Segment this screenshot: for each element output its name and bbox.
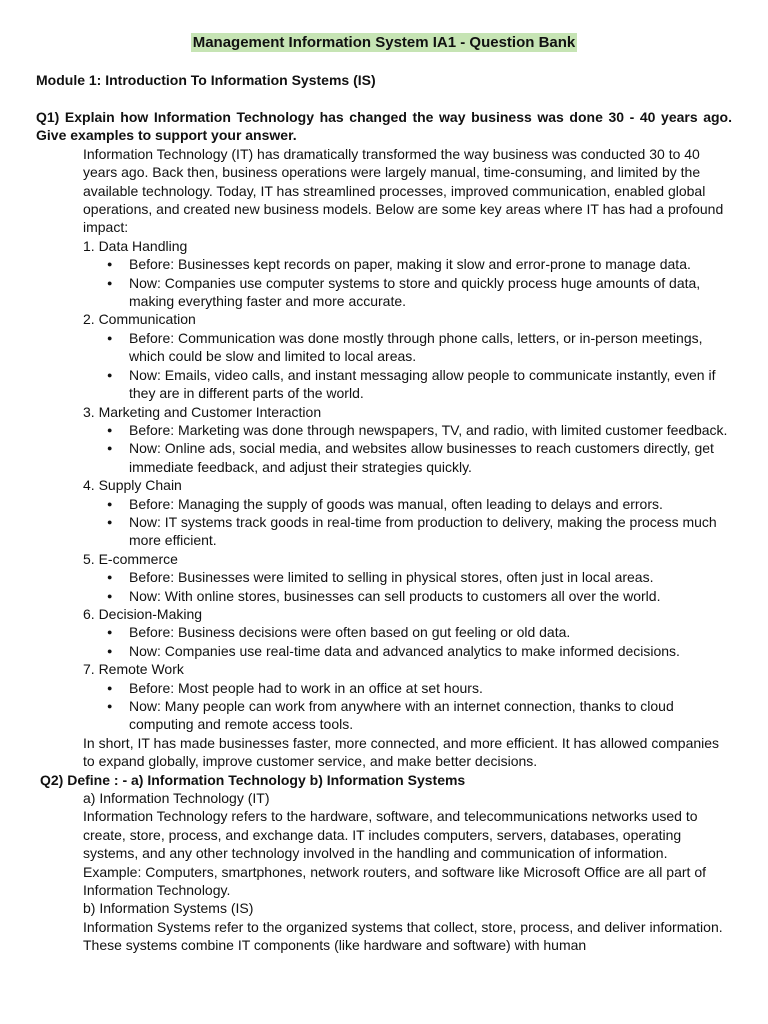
bullet-item: ● Now: Many people can work from anywhere with an internet connection, thanks to cloud computing and remote access tools. (105, 697, 732, 734)
bullet-list (83, 329, 732, 403)
section-heading: 7. Remote Work (83, 661, 184, 678)
title-wrap (36, 33, 732, 52)
section-heading: 5. E-commerce (83, 550, 178, 567)
bullet-item: ● Now: Companies use computer systems to store and quickly process huge amounts of data, making everything faster and more accurate. (105, 274, 732, 311)
definition-text-is: Information Systems refer to the organized systems that collect, store, process, and deliver information. These systems combine IT components (like hardware and software) with human (83, 918, 723, 954)
question-2: Q2) Define : - a) Information Technology b) Information Systems (40, 771, 466, 788)
bullet-item: ● Before: Marketing was done through newspapers, TV, and radio, with limited customer feedback. (105, 421, 732, 439)
module-heading: Module 1: Introduction To Information Systems (IS) (36, 72, 376, 88)
document-title: Management Information System IA1 - Question Bank (192, 34, 576, 51)
definition-text-it: Information Technology refers to the hardware, software, and telecommunications networks used to create, store, process, and exchange data. IT includes computers, servers, databases, operating systems, and any other technology involved in the handling and communication of information. (83, 808, 698, 862)
section-heading: 6. Decision-Making (83, 605, 203, 622)
bullet-list (83, 421, 732, 476)
bullet-item: ● Before: Businesses were limited to selling in physical stores, often just in local areas. (105, 568, 732, 586)
bullet-list (83, 623, 732, 660)
bullet-item: ● Before: Businesses kept records on paper, making it slow and error-prone to manage data. (105, 255, 732, 273)
answer-2 (36, 789, 732, 955)
bullet-item: ● Before: Communication was done mostly through phone calls, letters, or in-person meetings, which could be slow and limited to local areas. (105, 329, 732, 366)
bullet-item: ● Before: Managing the supply of goods was manual, often leading to delays and errors. (105, 495, 732, 513)
bullet-list (83, 568, 732, 605)
bullet-list (83, 495, 732, 550)
bullet-item: ● Now: Companies use real-time data and advanced analytics to make informed decisions. (105, 642, 732, 660)
definition-heading-it: a) Information Technology (IT) (83, 790, 270, 807)
section-heading: 4. Supply Chain (83, 477, 182, 494)
bullet-item: ● Now: Emails, video calls, and instant messaging allow people to communicate instantly, even if they are in different parts of the world. (105, 366, 732, 403)
bullet-item: ● Now: Online ads, social media, and websites allow businesses to reach customers directly, get immediate feedback, and adjust their strategies quickly. (105, 439, 732, 476)
section-heading: 1. Data Handling (83, 237, 188, 254)
bullet-item: ● Before: Business decisions were often based on gut feeling or old data. (105, 623, 732, 641)
definition-heading-is: b) Information Systems (IS) (83, 900, 254, 917)
question-1: Q1) Explain how Information Technology has changed the way business was done 30 - 40 years ago. Give examples to support your answer. (36, 109, 732, 144)
bullet-item: ● Now: IT systems track goods in real-time from production to delivery, making the process much more efficient. (105, 513, 732, 550)
answer-1-conclusion: In short, IT has made businesses faster, more connected, and more efficient. It has allowed companies to expand globally, improve customer service, and make better decisions. (83, 734, 720, 770)
bullet-item: ● Now: With online stores, businesses can sell products to customers all over the world. (105, 587, 732, 605)
answer-1 (36, 145, 732, 771)
answer-1-intro: Information Technology (IT) has dramatically transformed the way business was conducted 30 to 40 years ago. Back then, business operations were largely manual, time-consuming, and limited by the available technology. Today, IT has streamlined processes, improved communication, enabled global operations, and created new business models. Below are some key areas where IT has had a profound impact: (83, 145, 724, 236)
definition-example-it: Example: Computers, smartphones, network routers, and software like Microsoft Office are all part of Information Technology. (83, 863, 706, 899)
section-heading: 2. Communication (83, 311, 196, 328)
bullet-list (83, 679, 732, 734)
section-heading: 3. Marketing and Customer Interaction (83, 403, 322, 420)
bullet-list (83, 255, 732, 310)
bullet-item: ● Before: Most people had to work in an office at set hours. (105, 679, 732, 697)
